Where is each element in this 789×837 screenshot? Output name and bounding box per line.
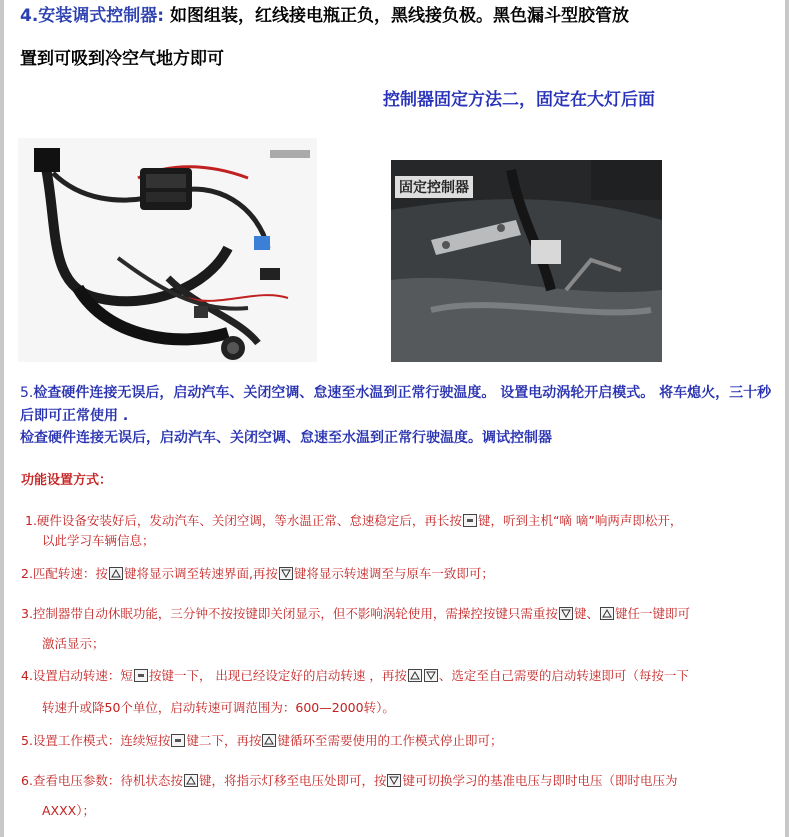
item2-text-a: 2.匹配转速：按	[21, 566, 108, 581]
photo-caption: 固定控制器	[395, 176, 473, 198]
step5-line1: 检查硬件连接无误后，启动汽车、关闭空调、怠速至水温到正常行驶温度。 设置电动涡轮开启模式。 将车熄火，三十秒后即可正常使用 .	[20, 385, 772, 424]
up-key-icon	[109, 567, 123, 580]
item1-text-c: 以此学习车辆信息；	[42, 533, 155, 548]
item1-text-b: 键，听到主机“嘀 嘀”响两声即松开，	[477, 513, 683, 528]
item6-text-a: 6.查看电压参数：待机状态按	[21, 773, 183, 788]
item4-text-d: 转速升或降50个单位，启动转速可调范围为：600—2000转）。	[42, 700, 395, 715]
down-key-icon	[559, 607, 573, 620]
function-item-4	[21, 665, 689, 687]
item6-text-c: 键可切换学习的基准电压与即时电压（即时电压为	[402, 773, 678, 788]
function-item-6	[21, 770, 677, 792]
set-key-icon	[134, 669, 148, 682]
item4-text-b: 按键一下， 出现已经设定好的启动转速 ，再按	[148, 668, 407, 683]
left-frame-border	[0, 0, 4, 837]
set-key-icon	[463, 514, 477, 527]
function-item-1	[25, 510, 682, 532]
headlight-mount-photo	[391, 160, 662, 362]
step4-label: 4.安装调式控制器:	[20, 6, 165, 26]
function-item-3	[21, 603, 690, 625]
step5-text	[20, 382, 778, 428]
item1-text-a: 1.硬件设备安装好后，发动汽车、关闭空调，等水温正常、怠速稳定后，再长按	[25, 513, 462, 528]
controller-harness-photo	[18, 138, 317, 362]
up-key-icon	[184, 774, 198, 787]
down-key-icon	[387, 774, 401, 787]
up-key-icon	[408, 669, 422, 682]
set-key-icon	[171, 734, 185, 747]
item5-text-c: 键循环至需要使用的工作模式停止即可；	[277, 733, 503, 748]
right-frame-border	[785, 0, 789, 837]
step5-number: 5.	[20, 385, 34, 401]
step4-text: 如图组装，红线接电瓶正负，黑线接负极。黑色漏斗型胶管放	[164, 6, 630, 26]
item5-text-b: 键二下，再按	[186, 733, 262, 748]
item2-text-c: 键将显示转速调至与原车一致即可；	[293, 566, 494, 581]
item3-text-d: 激活显示；	[42, 636, 105, 651]
item2-text-b: 键将显示调至转速界面,再按	[123, 566, 278, 581]
item6-text-b: 键，将指示灯移至电压处即可，按	[198, 773, 387, 788]
item3-text-b: 键、	[573, 606, 599, 621]
step4-heading	[20, 4, 780, 28]
item4-text-a: 4.设置启动转速：短	[21, 668, 133, 683]
item4-text-c: 、选定至自己需要的启动转速即可（每按一下	[438, 668, 689, 683]
item5-text-a: 5.设置工作模式：连续短按	[21, 733, 171, 748]
mount-method-subheading: 控制器固定方法二，固定在大灯后面	[383, 90, 655, 110]
up-key-icon	[262, 734, 276, 747]
function-settings-title: 功能设置方式：	[21, 473, 113, 488]
step4-text-continued: 置到可吸到冷空气地方即可	[20, 49, 224, 69]
down-key-icon	[279, 567, 293, 580]
down-key-icon	[424, 669, 438, 682]
function-item-2	[21, 563, 494, 585]
item3-text-a: 3.控制器带自动休眠功能，三分钟不按按键即关闭显示，但不影响涡轮使用，需操控按键只需重按	[21, 606, 558, 621]
item6-text-d: AXXX）；	[42, 803, 95, 818]
step5-line2: 检查硬件连接无误后，启动汽车、关闭空调、怠速至水温到正常行驶温度。调试控制器	[20, 430, 552, 446]
item3-text-c: 键任一键即可	[614, 606, 690, 621]
up-key-icon	[600, 607, 614, 620]
function-item-5	[21, 730, 502, 752]
